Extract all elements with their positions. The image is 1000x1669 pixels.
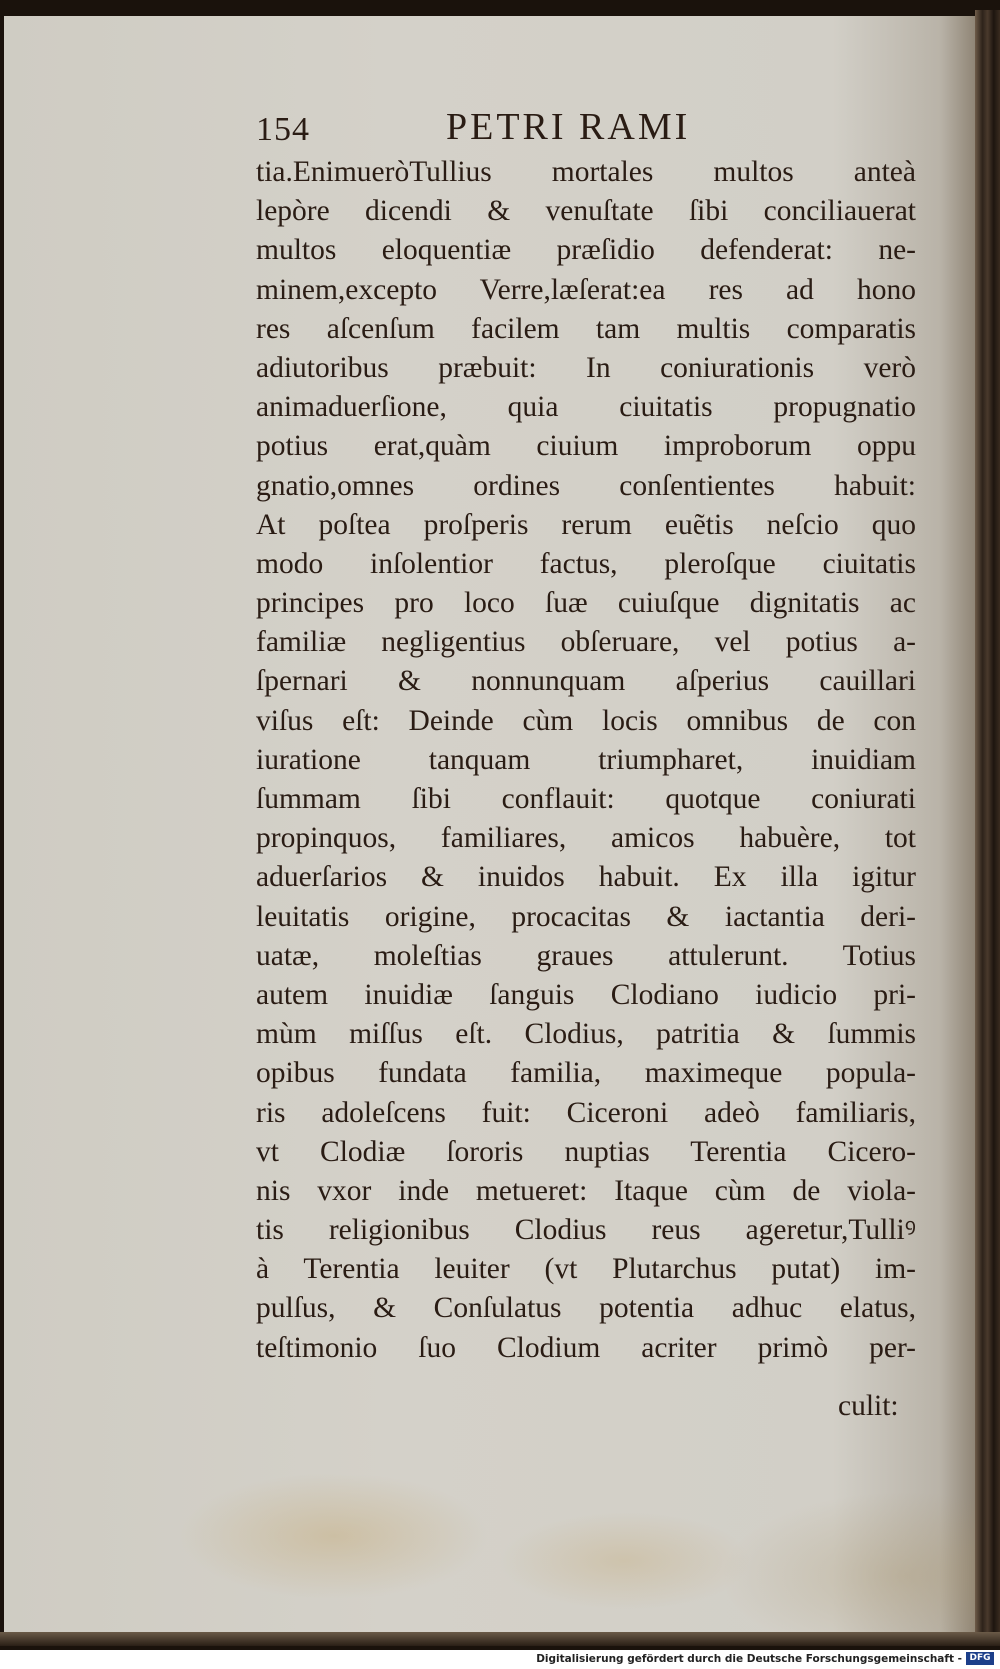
text-line: potius erat,quàm ciuium improborum oppu xyxy=(256,430,916,463)
running-head xyxy=(256,105,916,153)
text-line: adiutoribus præbuit: In coniurationis verò xyxy=(256,351,916,384)
text-line: opibus fundata familia, maximeque popula- xyxy=(256,1057,916,1090)
text-line: ſummam ſibi conflauit: quotque coniurati xyxy=(256,783,916,815)
book-bottom-edge xyxy=(0,1632,1000,1646)
text-line: propinquos, familiares, amicos habuère, tot xyxy=(256,822,916,855)
text-line: gnatio,omnes ordines conſentientes habuit: xyxy=(256,469,916,502)
text-line: res aſcenſum facilem tam multis comparatis xyxy=(256,312,916,345)
text-line: lepòre dicendi & venuſtate ſibi conciliauerat xyxy=(256,195,916,228)
text-line: vt Clodiæ ſororis nuptias Terentia Cicero- xyxy=(256,1135,916,1168)
text-line: viſus eſt: Deinde cùm locis omnibus de con xyxy=(256,704,916,737)
running-title: PETRI RAMI xyxy=(446,106,691,148)
body-text xyxy=(256,153,916,1368)
text-line: leuitatis origine, procacitas & iactantia deri- xyxy=(256,900,916,933)
text-line: modo inſolentior factus, pleroſque ciuitatis xyxy=(256,547,916,580)
text-line: tis religionibus Clodius reus ageretur,Tulliꝰ xyxy=(256,1214,916,1247)
catchword: culit: xyxy=(838,1390,899,1422)
text-line: teſtimonio ſuo Clodium acriter primò per- xyxy=(256,1331,916,1364)
text-line: aduerſarios & inuidos habuit. Ex illa igitur xyxy=(256,861,916,894)
text-line: iuratione tanquam triumpharet, inuidiam xyxy=(256,743,916,776)
text-line: uatæ, moleſtias graues attulerunt. Totius xyxy=(256,939,916,972)
dfg-logo: DFG xyxy=(966,1652,994,1665)
page-number: 154 xyxy=(256,111,310,148)
text-line: ſpernari & nonnunquam aſperius cauillari xyxy=(256,665,916,698)
text-line: ris adoleſcens fuit: Ciceroni adeò familiaris, xyxy=(256,1096,916,1129)
text-line: nis vxor inde metueret: Itaque cùm de viola- xyxy=(256,1174,916,1207)
text-line: multos eloquentiæ præſidio defenderat: ne- xyxy=(256,234,916,267)
text-line: familiæ negligentius obſeruare, vel potius a- xyxy=(256,626,916,659)
digitization-credit: Digitalisierung gefördert durch die Deutsche Forschungsgemeinschaft - xyxy=(536,1653,962,1665)
footer-bar xyxy=(0,1650,1000,1669)
text-line: principes pro loco ſuæ cuiuſque dignitatis ac xyxy=(256,587,916,620)
text-line: autem inuidiæ ſanguis Clodiano iudicio pri- xyxy=(256,978,916,1011)
text-line: animaduerſione, quia ciuitatis propugnatio xyxy=(256,391,916,424)
text-line: mùm miſſus eſt. Clodius, patritia & ſummis xyxy=(256,1018,916,1051)
text-line: minem,excepto Verre,læſerat:ea res ad hono xyxy=(256,273,916,306)
text-line: à Terentia leuiter (vt Plutarchus putat) im- xyxy=(256,1253,916,1286)
text-line: At poſtea proſperis rerum euẽtis neſcio quo xyxy=(256,508,916,541)
text-block xyxy=(256,105,916,1368)
book-page-edges xyxy=(975,10,1000,1645)
text-line: pulſus, & Conſulatus potentia adhuc elatus, xyxy=(256,1292,916,1325)
text-line: tia.EnimueròTullius mortales multos anteà xyxy=(256,156,916,188)
